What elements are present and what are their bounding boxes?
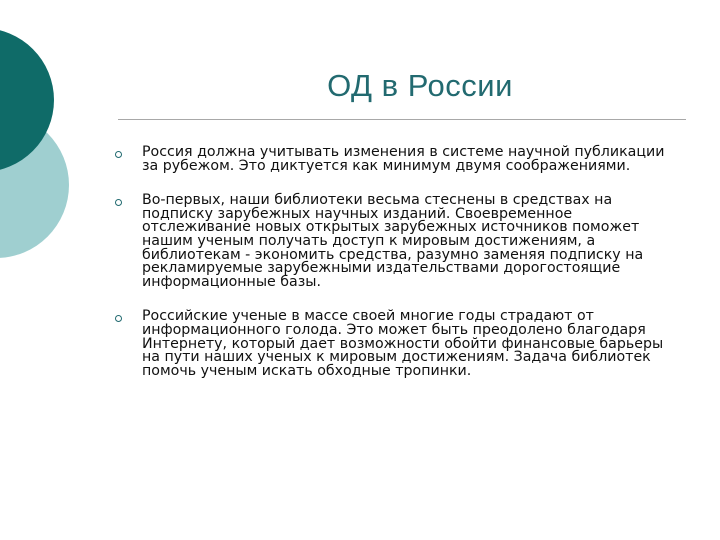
slide-title: ОД в России [327, 68, 513, 103]
bullet-item [112, 194, 682, 289]
title-divider [118, 119, 686, 120]
bullet-circle-icon [115, 151, 122, 158]
bullet-item [112, 146, 682, 173]
bullet-circle-icon [115, 199, 122, 206]
bullet-text: Во-первых, наши библиотеки весьма стеснены в средствах на подписку зарубежных научных изданий. Своевременное отслеживание новых открытых зарубежных источников поможет нашим ученым получать доступ к мировым достижениям, а библиотекам - экономить средства, разумно заменяя подписку на рекламируемые зарубежными издательствами дорогостоящие информационные базы. [142, 192, 644, 290]
bullet-text: Российские ученые в массе своей многие годы страдают от информационного голода. Это может быть преодолено благодаря Интернету, который дает возможности обойти финансовые барьеры на пути наших ученых к мировым достижениям. Задача библиотек помочь ученым искать обходные тропинки. [142, 308, 664, 379]
bullet-circle-icon [115, 315, 122, 322]
bullet-text: Россия должна учитывать изменения в системе научной публикации за рубежом. Это диктуется как минимум двумя соображениями. [142, 144, 665, 174]
bullet-list [112, 146, 682, 399]
decorative-circles [0, 0, 130, 300]
bullet-item [112, 310, 682, 378]
